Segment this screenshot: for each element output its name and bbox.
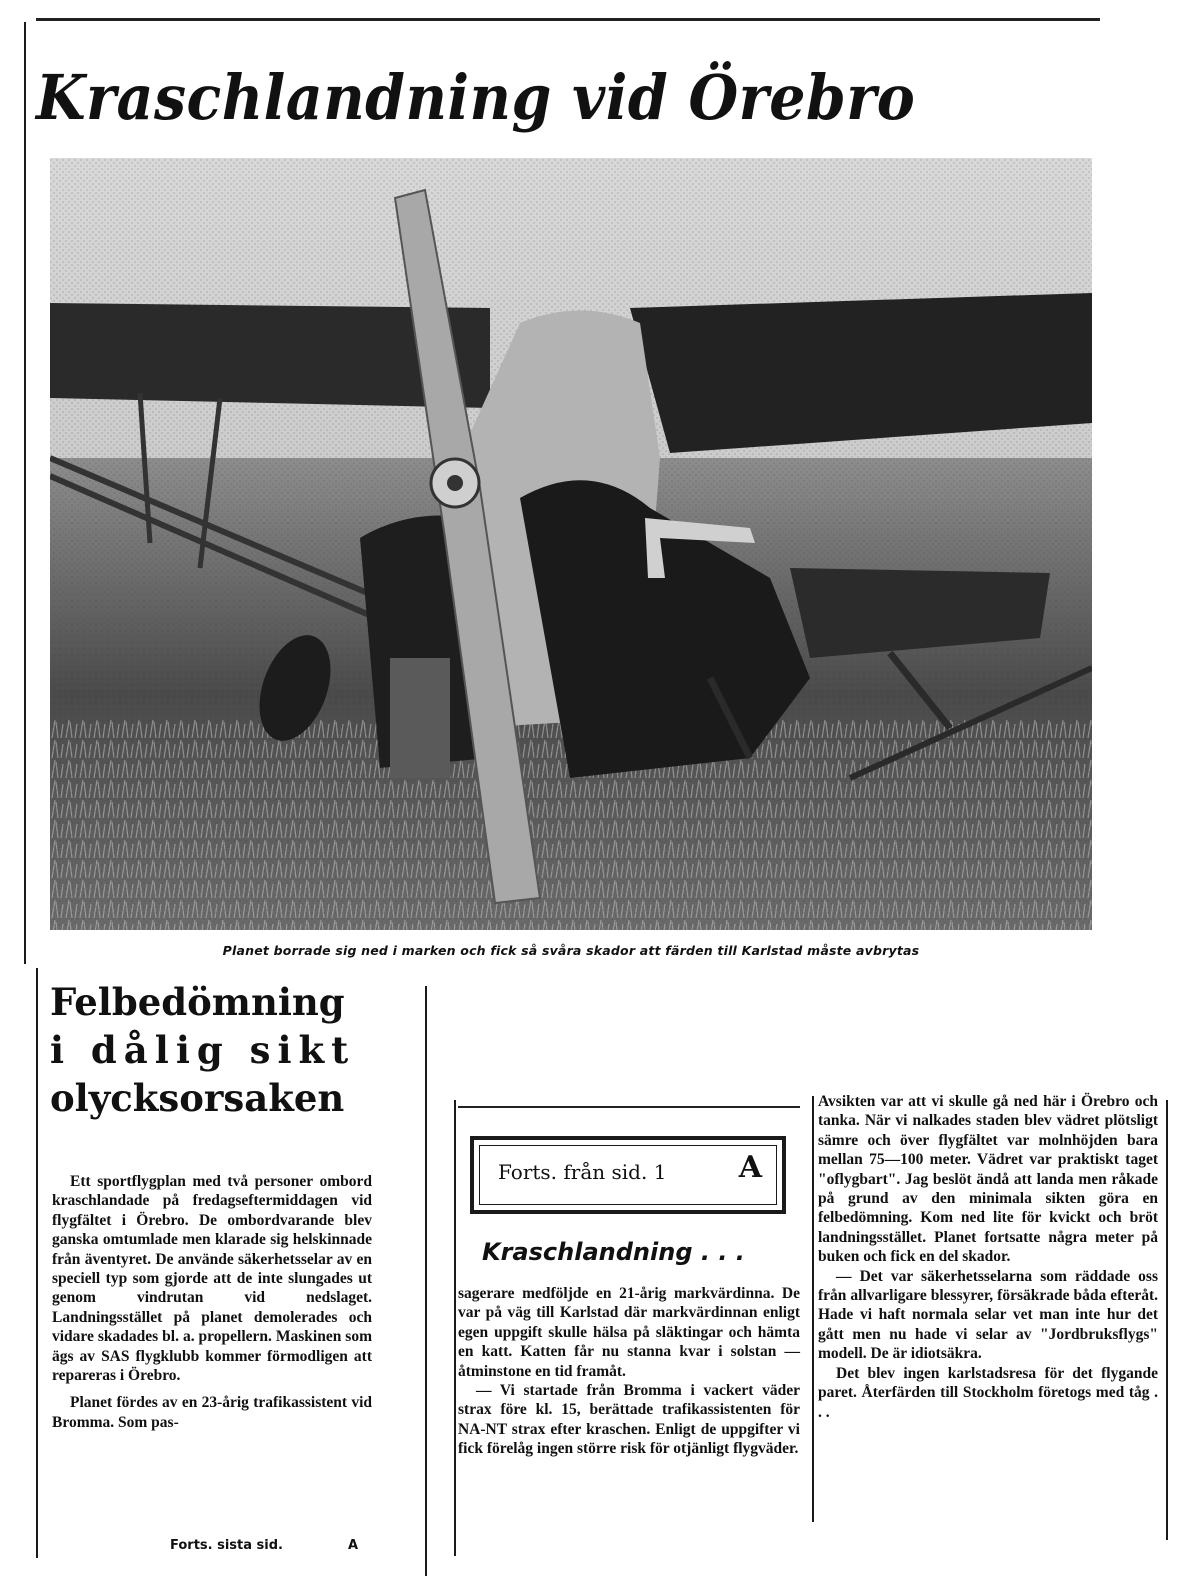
continuation-kicker: Kraschlandning . . .: [482, 1238, 745, 1266]
column3-left-rule: [812, 1096, 814, 1522]
column3-right-rule: [1166, 1100, 1168, 1540]
continued-on-last-page: [170, 1538, 359, 1553]
continued-from-page-box: [470, 1136, 786, 1214]
top-rule: [36, 18, 1100, 21]
crashed-airplane-photo: [50, 158, 1092, 930]
airplane-photo-illustration: [50, 158, 1092, 930]
continuation-top-rule: [458, 1106, 800, 1108]
continued-label: Forts. sista sid.: [170, 1538, 283, 1553]
headline: Kraschlandning vid Örebro: [36, 61, 916, 134]
continued-from-label: Forts. från sid. 1: [498, 1160, 667, 1184]
column1-paragraph: Planet fördes av en 23-årig trafikassistent vid Bromma. Som pas-: [52, 1394, 372, 1431]
continued-marker: A: [348, 1538, 359, 1553]
column3-body: [818, 1092, 1158, 1422]
column1-left-rule: [36, 968, 38, 1558]
column1-paragraph: Ett sportflygplan med två personer ombord kraschlandade på fredagseftermiddagen vid flygfältet i Örebro. De ombordvarande blev ganska omtumlade men klarade sig helskinnade från äventyret. De använde säkerhetsselar av en speciell typ som gjorde att de inte slungades ut genom vindrutan vid nedslaget. Landningsstället på planet demolerades och vidare skadades bl. a. propellern. Maskinen som ägs av SAS flygklubb kommer förmodligen att repareras i Örebro.: [52, 1173, 372, 1385]
continued-from-marker: A: [738, 1150, 762, 1185]
column3-paragraph: Avsikten var att vi skulle gå ned här i Örebro och tanka. När vi nalkades staden blev vädret plötsligt sämre och över flygfältet var molnhöjden bara mellan 75—100 meter. Vädret var praktiskt taget "oflygbart". Jag beslöt ändå att landa men råkade på grund av den minimala sikten göra en felbedömning. Kom ned lite för kvickt och bröt landningsstället. Planet fortsatte några meter på buken och fick en del skador.: [818, 1093, 1158, 1266]
subheadline-line-2: i dålig sikt: [50, 1028, 356, 1072]
photo-caption: Planet borrade sig ned i marken och fick så svåra skador att färden till Karlstad måste avbrytas: [222, 943, 920, 958]
column2-paragraph: — Vi startade från Bromma i vackert väder strax före kl. 15, berättade trafikassistenten för NA-NT strax efter kraschen. Enligt de uppgifter vi fick förelåg ingen större risk för otjänligt flygväder.: [458, 1382, 800, 1458]
column1-body: [52, 1172, 372, 1432]
column2-left-rule: [454, 1100, 456, 1556]
column1-right-rule: [425, 986, 427, 1576]
column2-body: [458, 1284, 800, 1459]
column3-paragraph: Det blev ingen karlstadsresa för det flygande paret. Återfärden till Stockholm företogs med tåg . . .: [818, 1364, 1158, 1421]
left-border-rule: [24, 22, 26, 964]
subheadline: [50, 978, 390, 1122]
engine-mount: [390, 658, 450, 778]
column3-paragraph: — Det var säkerhetsselarna som räddade oss från allvarligare blessyrer, försäkrade båda efteråt. Hade vi haft normala selar vet man inte hur det gått men nu hade vi selar av "Jordbruksflygs" modell. De är idiotsäkra.: [818, 1267, 1158, 1363]
subheadline-line-1: Felbedömning: [50, 980, 345, 1024]
column2-paragraph: sagerare medföljde en 21-årig markvärdinna. De var på väg till Karlstad där markvärdinnan enligt egen uppgift skulle hälsa på släktingar och hämta en katt. Katten får nu stanna kvar i solstan — åtminstone en tid framåt.: [458, 1285, 800, 1380]
subheadline-line-3: olycksorsaken: [50, 1076, 345, 1120]
